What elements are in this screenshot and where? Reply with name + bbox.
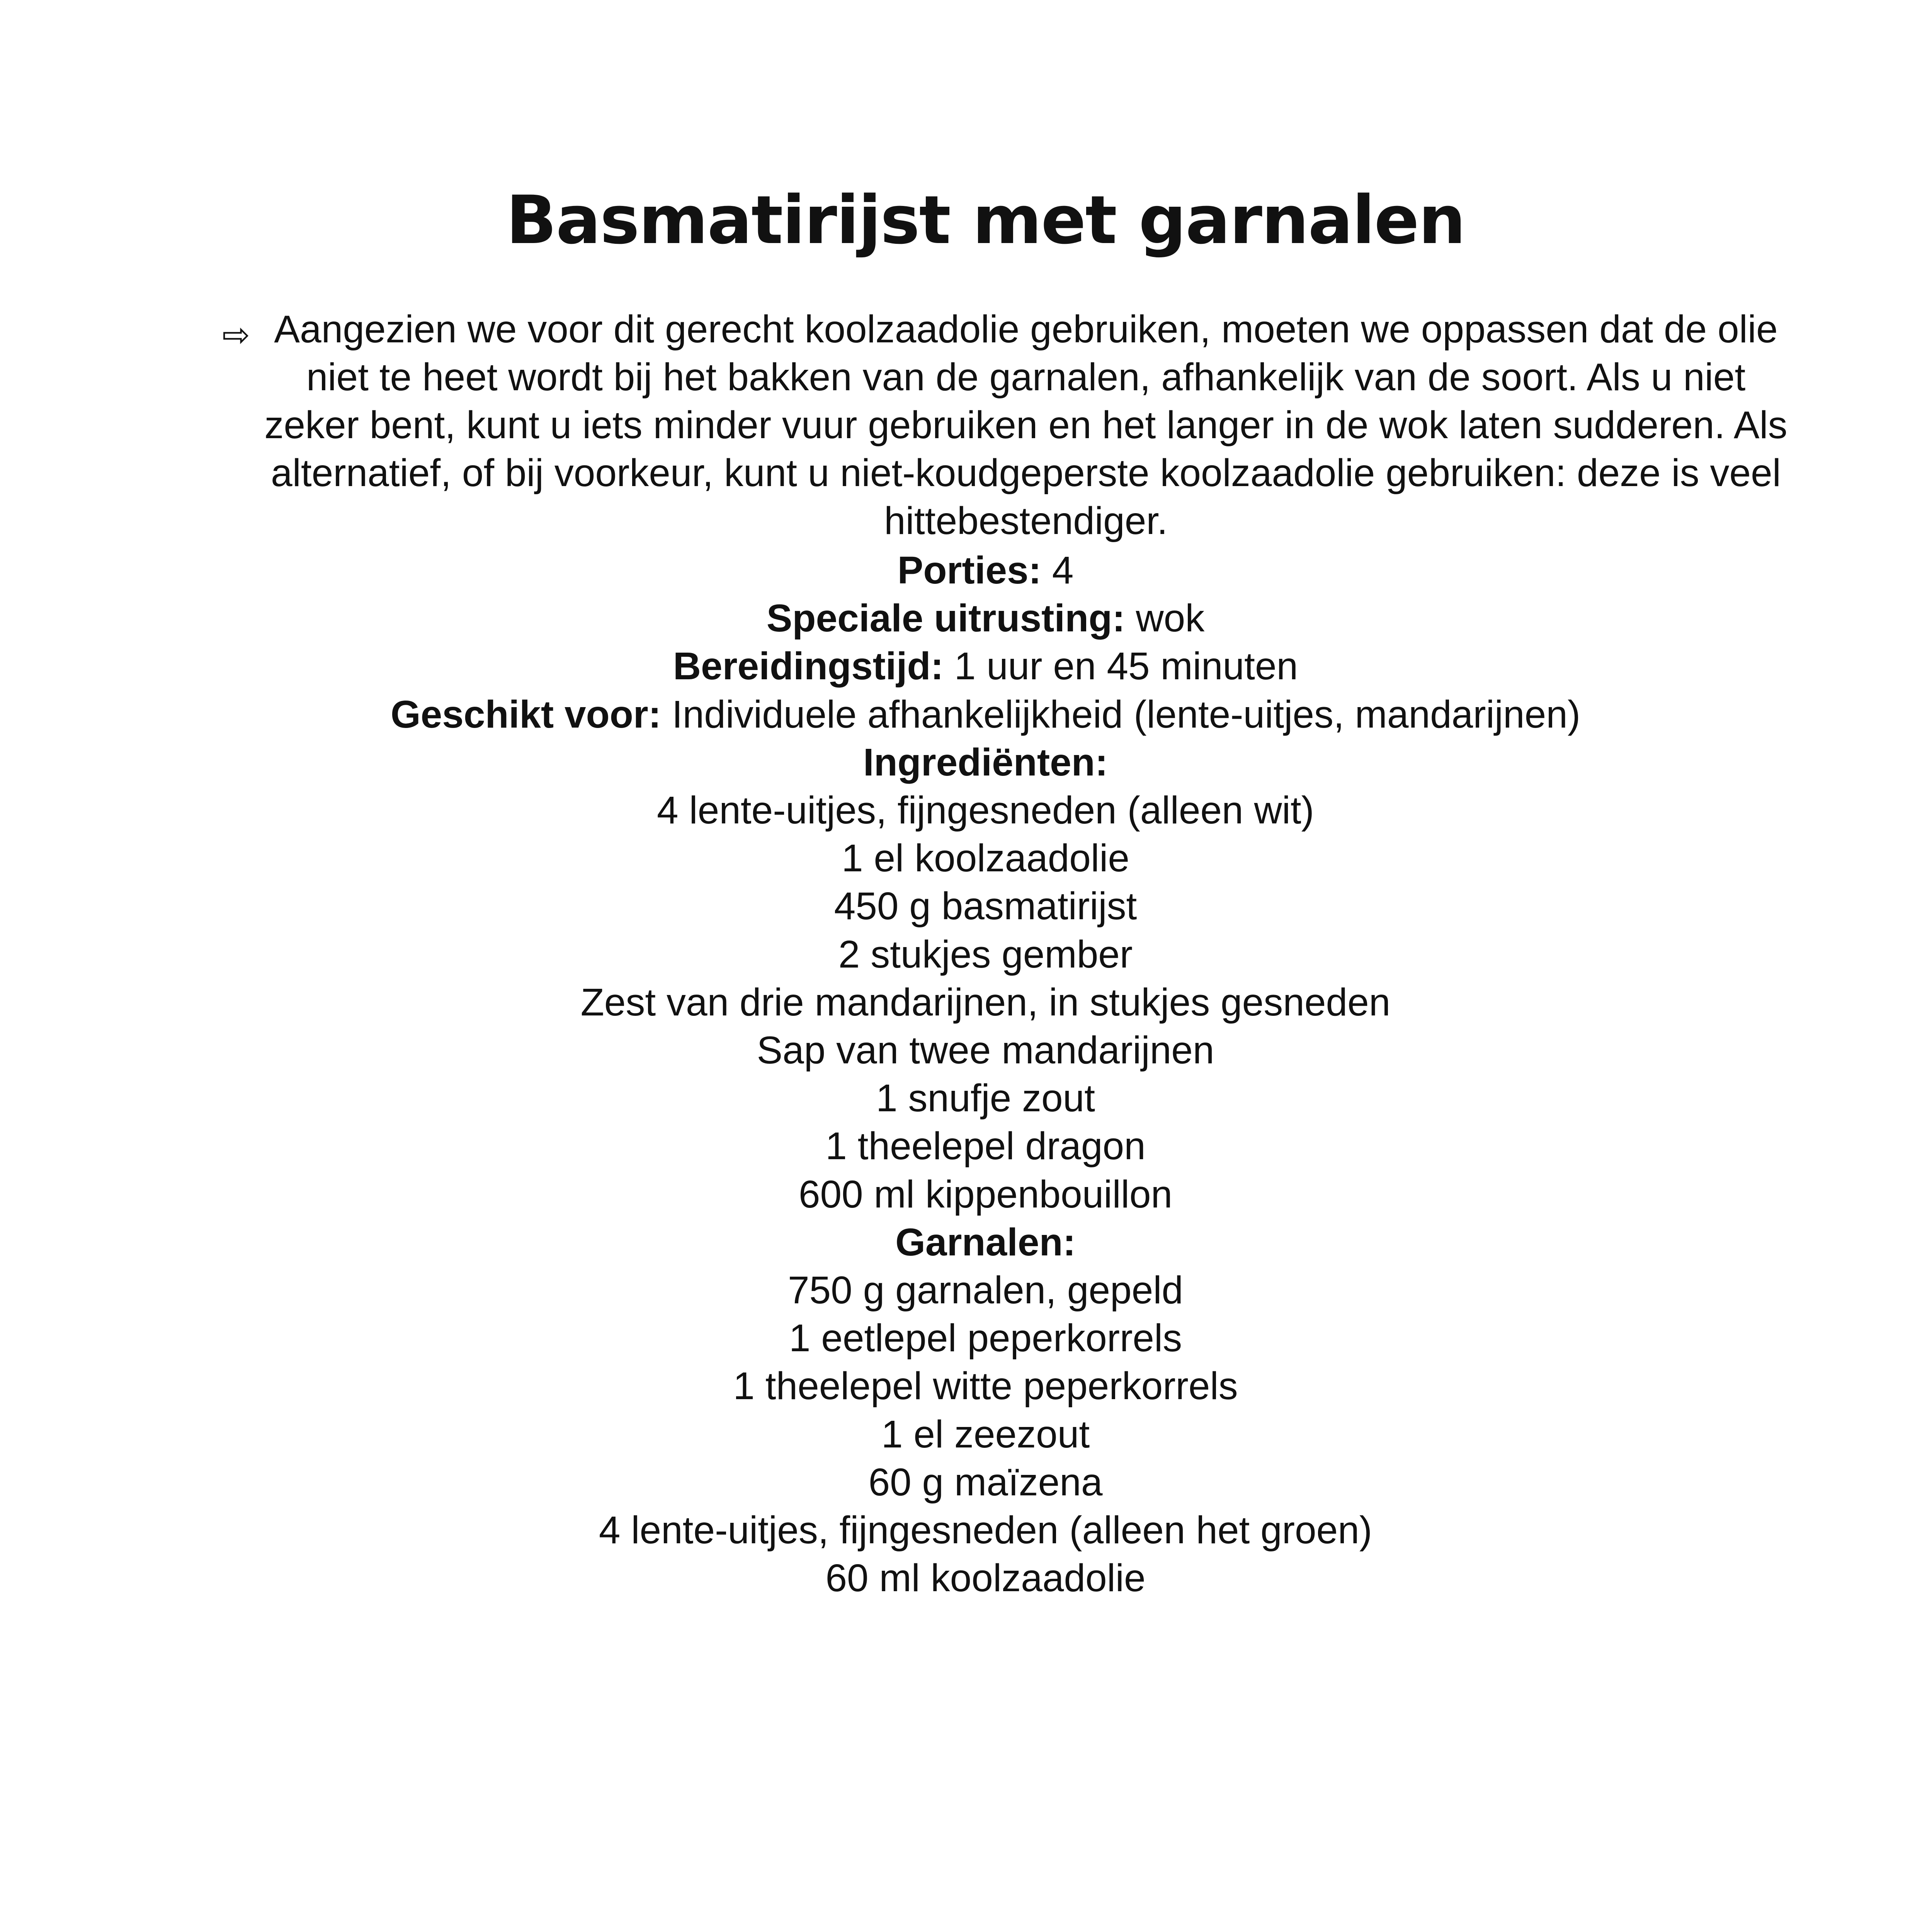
ingredient-item: 1 el koolzaadolie xyxy=(842,837,1129,880)
shrimp-item: 1 el zeezout xyxy=(881,1412,1090,1456)
ingredient-item: Zest van drie mandarijnen, in stukjes gesneden xyxy=(580,980,1391,1024)
shrimp-item: 750 g garnalen, gepeld xyxy=(787,1269,1184,1312)
suitable-for-label: Geschikt voor: xyxy=(390,692,662,736)
ingredient-item: Sap van twee mandarijnen xyxy=(757,1029,1214,1072)
intro-paragraph: Aangezien we voor dit gerecht koolzaadolie gebruiken, moeten we oppassen dat de olie niet te heet wordt bij het bakken van de garnalen, afhankelijk van de soort. Als u niet zeker bent, kunt u iets minder vuur gebruiken en het langer in de wok laten sudderen. Als alternatief, of bij voorkeur, kunt u niet-koudgeperste koolzaadolie gebruiken: deze is veel hittebestendiger. xyxy=(264,308,1787,543)
equipment-value: wok xyxy=(1136,597,1205,640)
ingredient-item: 4 lente-uitjes, fijngesneden (alleen wit) xyxy=(657,789,1314,832)
shrimp-item: 60 ml koolzaadolie xyxy=(825,1556,1146,1600)
equipment-label: Speciale uitrusting: xyxy=(766,597,1125,640)
prep-time-row xyxy=(0,642,1932,690)
arrow-right-icon: ⇨ xyxy=(222,316,250,354)
page-title: Basmatirijst met garnalen xyxy=(506,181,1465,259)
shrimp-item: 1 theelepel witte peperkorrels xyxy=(733,1364,1238,1408)
portions-row xyxy=(0,546,1932,594)
ingredient-item: 450 g basmatirijst xyxy=(834,884,1137,928)
equipment-row xyxy=(0,594,1932,642)
ingredient-item: 1 snufje zout xyxy=(876,1077,1095,1120)
prep-time-label: Bereidingstijd: xyxy=(673,645,944,688)
ingredients-heading: Ingrediënten: xyxy=(863,740,1108,784)
portions-value: 4 xyxy=(1052,549,1074,592)
prep-time-value: 1 uur en 45 minuten xyxy=(954,645,1298,688)
shrimp-heading: Garnalen: xyxy=(895,1220,1076,1264)
ingredient-item: 1 theelepel dragon xyxy=(825,1124,1146,1168)
shrimp-item: 60 g maïzena xyxy=(868,1460,1103,1504)
suitable-for-row xyxy=(0,690,1932,738)
suitable-for-value: Individuele afhankelijkheid (lente-uitjes, mandarijnen) xyxy=(672,692,1581,736)
ingredient-item: 600 ml kippenbouillon xyxy=(798,1172,1173,1216)
ingredient-item: 2 stukjes gember xyxy=(838,932,1133,976)
recipe-details xyxy=(0,546,1932,1602)
shrimp-item: 4 lente-uitjes, fijngesneden (alleen het groen) xyxy=(599,1509,1372,1552)
portions-label: Porties: xyxy=(897,549,1041,592)
shrimp-item: 1 eetlepel peperkorrels xyxy=(789,1316,1182,1360)
